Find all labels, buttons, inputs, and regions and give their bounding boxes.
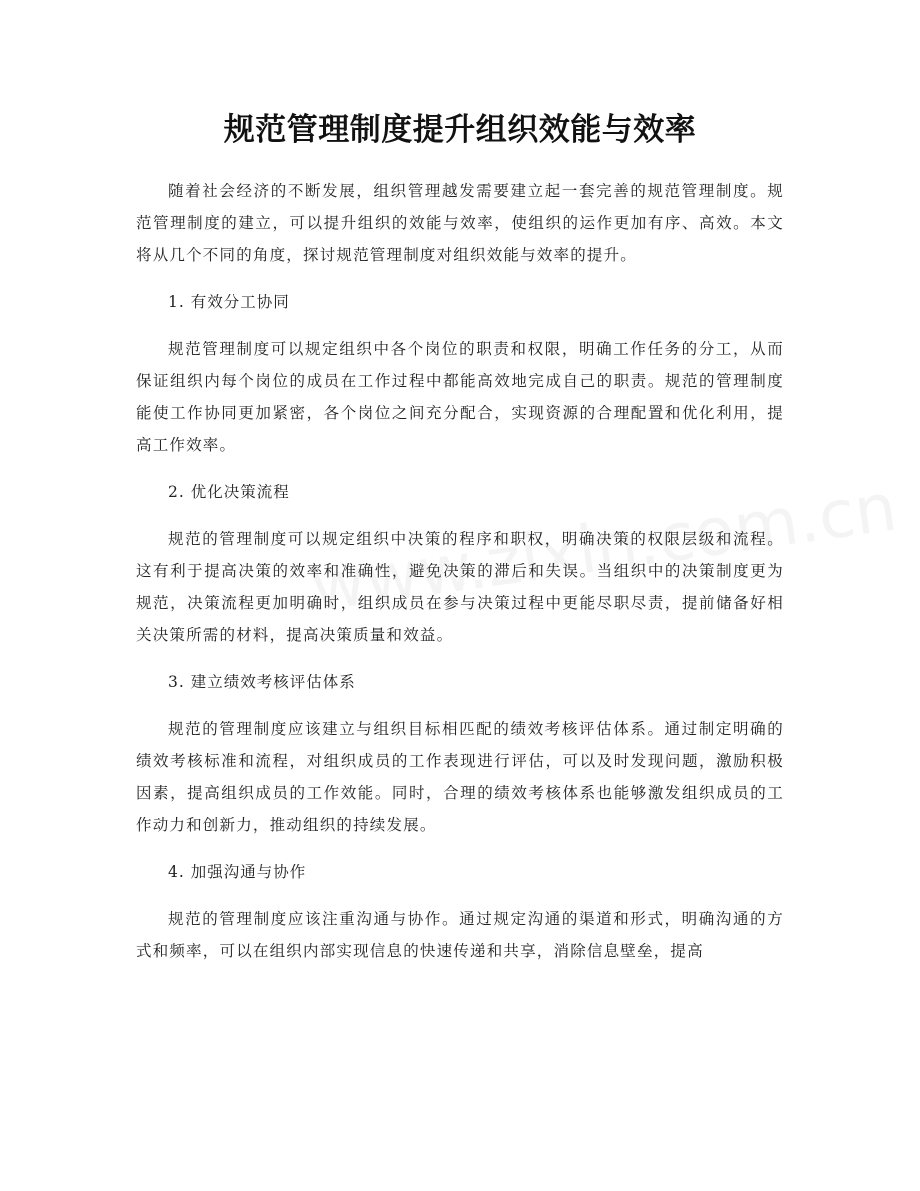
section-heading-2: 2. 优化决策流程: [168, 483, 290, 501]
section-paragraph-4: 规范的管理制度应该注重沟通与协作。通过规定沟通的渠道和形式，明确沟通的方式和频率，可以在组织内部实现信息的快速传递和共享，消除信息壁垒，提高: [136, 910, 784, 960]
section-heading-1: 1. 有效分工协同: [168, 293, 290, 311]
section-paragraph-3: 规范的管理制度应该建立与组织目标相匹配的绩效考核评估体系。通过制定明确的绩效考核标准和流程，对组织成员的工作表现进行评估，可以及时发现问题，激励积极因素，提高组织成员的工作效能。同时，合理的绩效考核体系也能够激发组织成员的工作动力和创新力，推动组织的持续发展。: [136, 720, 784, 834]
intro-paragraph: 随着社会经济的不断发展，组织管理越发需要建立起一套完善的规范管理制度。规范管理制度的建立，可以提升组织的效能与效率，使组织的运作更加有序、高效。本文将从几个不同的角度，探讨规范管理制度对组织效能与效率的提升。: [136, 182, 784, 264]
section-paragraph-1: 规范管理制度可以规定组织中各个岗位的职责和权限，明确工作任务的分工，从而保证组织内每个岗位的成员在工作过程中都能高效地完成自己的职责。规范的管理制度能使工作协同更加紧密，各个岗位之间充分配合，实现资源的合理配置和优化利用，提高工作效率。: [136, 340, 784, 454]
section-heading-4: 4. 加强沟通与协作: [168, 863, 307, 881]
section-heading-3: 3. 建立绩效考核评估体系: [168, 673, 356, 691]
section-paragraph-2: 规范的管理制度可以规定组织中决策的程序和职权，明确决策的权限层级和流程。这有利于提高决策的效率和准确性，避免决策的滞后和失误。当组织中的决策制度更为规范，决策流程更加明确时，组织成员在参与决策过程中更能尽职尽责，提前储备好相关决策所需的材料，提高决策质量和效益。: [136, 530, 784, 644]
document-title: 规范管理制度提升组织效能与效率: [223, 112, 697, 148]
document-body: [136, 175, 784, 982]
